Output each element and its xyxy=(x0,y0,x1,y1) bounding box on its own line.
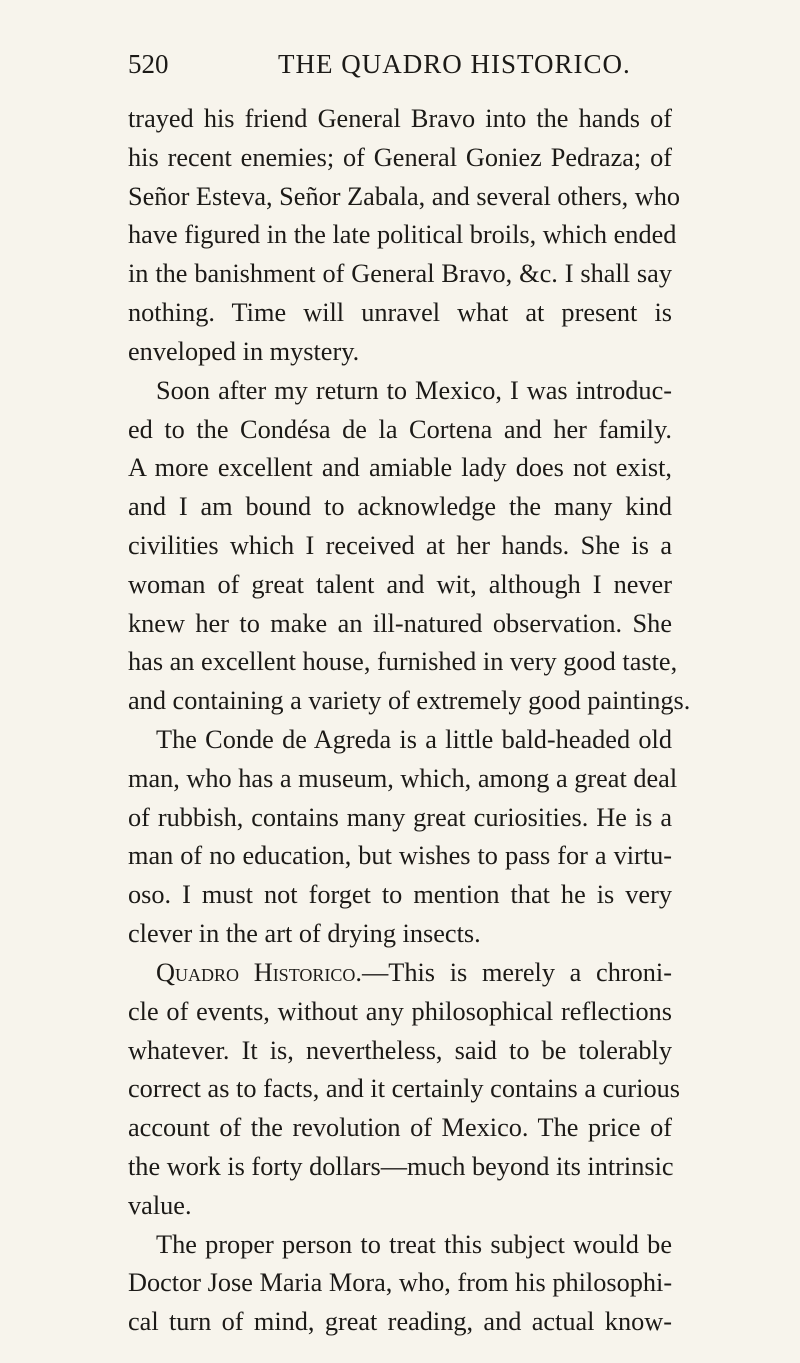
text-line: in the banishment of General Bravo, &c. I shall say xyxy=(128,259,672,289)
body-text xyxy=(128,100,691,1342)
running-head: THE QUADRO HISTORICO. xyxy=(278,49,631,79)
text-line: knew her to make an ill-natured observation. She xyxy=(128,608,672,638)
text-line: cal turn of mind, great reading, and actual know- xyxy=(128,1307,672,1337)
text-line: Soon after my return to Mexico, I was introduc- xyxy=(156,375,672,405)
text-line: Señor Esteva, Señor Zabala, and several others, who xyxy=(128,181,681,211)
text-line-remainder: —This is merely a chroni- xyxy=(361,957,672,987)
text-line: and I am bound to acknowledge the many kind xyxy=(128,492,672,522)
text-line: The Conde de Agreda is a little bald-headed old xyxy=(156,725,672,754)
text-line: clever in the art of drying insects. xyxy=(128,919,481,949)
text-line: trayed his friend General Bravo into the hands of xyxy=(128,104,672,133)
text-line: whatever. It is, nevertheless, said to be tolerably xyxy=(128,1035,672,1065)
text-line: value. xyxy=(128,1190,192,1220)
text-line: A more excellent and amiable lady does not exist, xyxy=(128,453,672,483)
text-line: woman of great talent and wit, although I never xyxy=(128,569,672,599)
text-line: nothing. Time will unravel what at present is xyxy=(128,298,672,328)
text-line: man, who has a museum, which, among a great deal xyxy=(128,763,678,793)
text-line: enveloped in mystery. xyxy=(128,336,360,366)
text-line: The proper person to treat this subject would be xyxy=(156,1229,672,1259)
text-line: ed to the Condésa de la Cortena and her family. xyxy=(128,414,672,444)
text-line-with-heading xyxy=(128,954,672,993)
text-line: account of the revolution of Mexico. The price of xyxy=(128,1113,672,1143)
text-line: cle of events, without any philosophical reflections xyxy=(128,996,672,1026)
text-line: oso. I must not forget to mention that he is very xyxy=(128,880,672,910)
text-line: Doctor Jose Maria Mora, who, from his philosophi- xyxy=(128,1268,673,1298)
section-heading: Quadro Historico. xyxy=(156,957,362,987)
text-line: has an excellent house, furnished in very good taste, xyxy=(128,647,678,677)
text-line: have figured in the late political broils, which ended xyxy=(128,220,677,250)
text-line: man of no education, but wishes to pass for a virtu- xyxy=(128,841,672,871)
page-header xyxy=(128,44,672,84)
text-line: of rubbish, contains many great curiosities. He is a xyxy=(128,802,672,832)
text-line: and containing a variety of extremely good paintings. xyxy=(128,686,691,716)
page-number: 520 xyxy=(128,49,169,79)
text-line: his recent enemies; of General Goniez Pedraza; of xyxy=(128,142,672,172)
text-line: the work is forty dollars—much beyond its intrinsic xyxy=(128,1151,674,1181)
text-line: correct as to facts, and it certainly contains a curious xyxy=(128,1074,681,1104)
text-line: civilities which I received at her hands. She is a xyxy=(128,530,672,560)
